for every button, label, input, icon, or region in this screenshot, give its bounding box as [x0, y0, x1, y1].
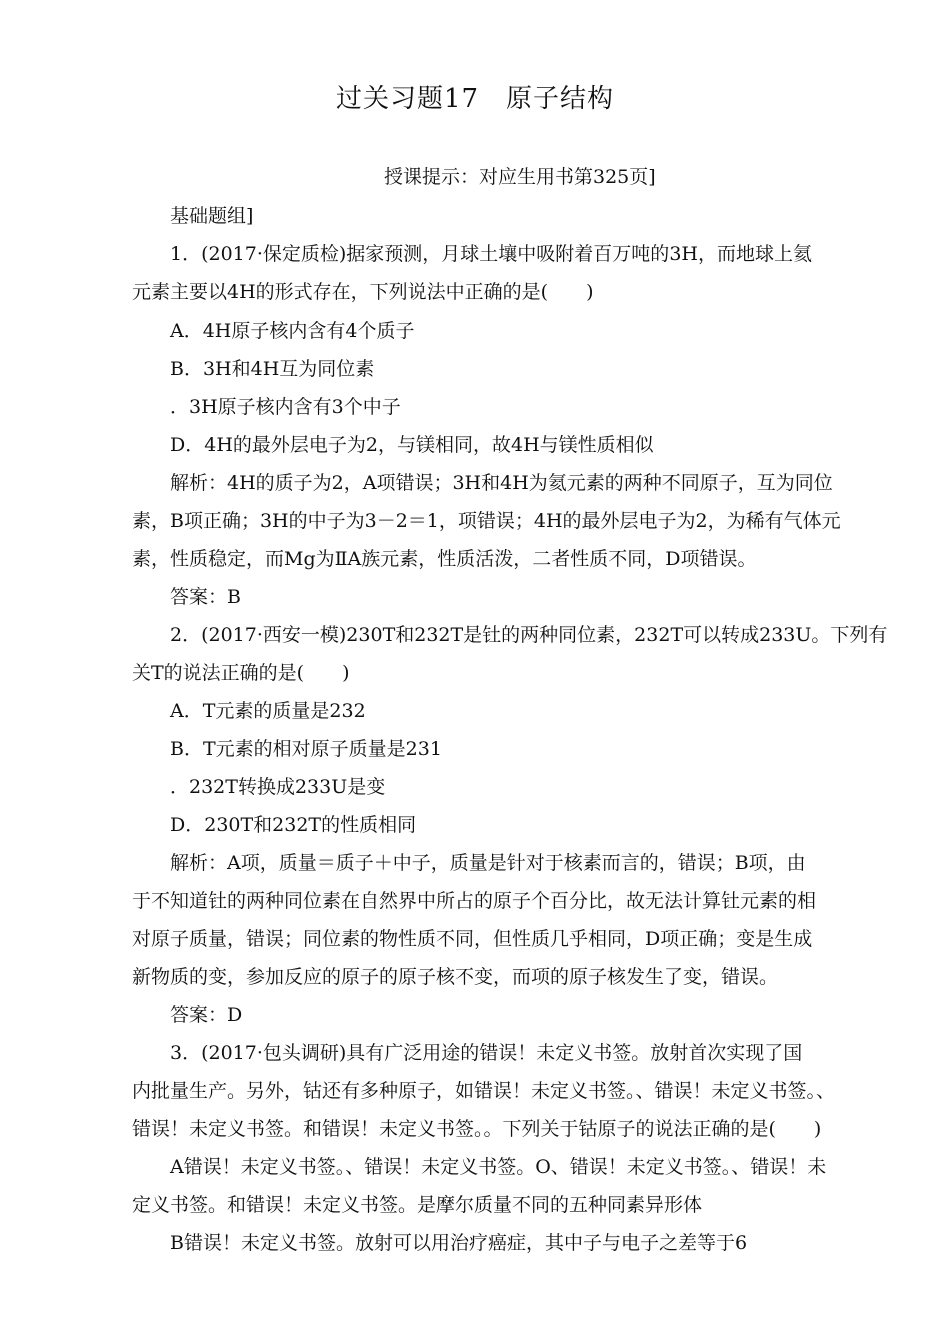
q2-option-d: D．230T和232T的性质相同 — [170, 814, 417, 836]
q3-option-a-line-1: A错误！未定义书签。、错误！未定义书签。O、错误！未定义书签。、错误！未 — [170, 1156, 827, 1178]
q2-explanation-line-2: 于不知道钍的两种同位素在自然界中所占的原子个百分比，故无法计算钍元素的相 — [132, 890, 817, 912]
q1-stem-line-2: 元素主要以4H的形式存在，下列说法中正确的是( ) — [132, 281, 594, 303]
q1-explanation-line-3: 素，性质稳定，而Mg为ⅡA族元素，性质活泼，二者性质不同，D项错误。 — [132, 548, 757, 570]
teaching-hint: 授课提示：对应生用书第325页] — [384, 166, 656, 188]
q2-explanation-line-4: 新物质的变，参加反应的原子的原子核不变，而项的原子核发生了变，错误。 — [132, 966, 779, 988]
q3-stem-line-3: 错误！未定义书签。和错误！未定义书签。。下列关于钴原子的说法正确的是( ) — [132, 1118, 822, 1140]
q2-stem-line-2: 关T的说法正确的是( ) — [132, 662, 350, 684]
q2-explanation-line-3: 对原子质量，错误；同位素的物性质不同，但性质几乎相同，D项正确；变是生成 — [132, 928, 813, 950]
q2-option-b: B．T元素的相对原子质量是231 — [170, 738, 442, 760]
q1-stem-line-1: 1．(2017·保定质检)据家预测，月球土壤中吸附着百万吨的3H，而地球上氦 — [170, 243, 812, 265]
q2-answer: 答案：D — [170, 1004, 243, 1026]
q1-answer: 答案：B — [170, 586, 241, 608]
q3-option-b: B错误！未定义书签。放射可以用治疗癌症，其中子与电子之差等于6 — [170, 1232, 748, 1254]
q2-option-c: ．232T转换成233U是变 — [170, 776, 386, 798]
page-title: 过关习题17 原子结构 — [335, 84, 615, 114]
q3-stem-line-2: 内批量生产。另外，钴还有多种原子，如错误！未定义书签。、错误！未定义书签。、 — [132, 1080, 836, 1102]
q1-explanation-line-1: 解析：4H的质子为2，A项错误；3H和4H为氦元素的两种不同原子，互为同位 — [170, 472, 833, 494]
q3-option-a-line-2: 定义书签。和错误！未定义书签。是摩尔质量不同的五种同素异形体 — [132, 1194, 703, 1216]
q1-option-b: B．3H和4H互为同位素 — [170, 358, 375, 380]
section-heading: 基础题组] — [170, 205, 254, 227]
q2-stem-line-1: 2．(2017·西安一模)230T和232T是钍的两种同位素，232T可以转成233U。下列有 — [170, 624, 888, 646]
q1-option-c: ．3H原子核内含有3个中子 — [170, 396, 401, 418]
q2-explanation-line-1: 解析：A项，质量＝质子＋中子，质量是针对于核素而言的，错误；B项，由 — [170, 852, 806, 874]
q3-stem-line-1: 3．(2017·包头调研)具有广泛用途的错误！未定义书签。放射首次实现了国 — [170, 1042, 803, 1064]
q1-option-a: A．4H原子核内含有4个质子 — [170, 320, 415, 342]
q1-option-d: D．4H的最外层电子为2，与镁相同，故4H与镁性质相似 — [170, 434, 654, 456]
q2-option-a: A．T元素的质量是232 — [170, 700, 366, 722]
q1-explanation-line-2: 素，B项正确；3H的中子为3－2＝1，项错误；4H的最外层电子为2，为稀有气体元 — [132, 510, 841, 532]
